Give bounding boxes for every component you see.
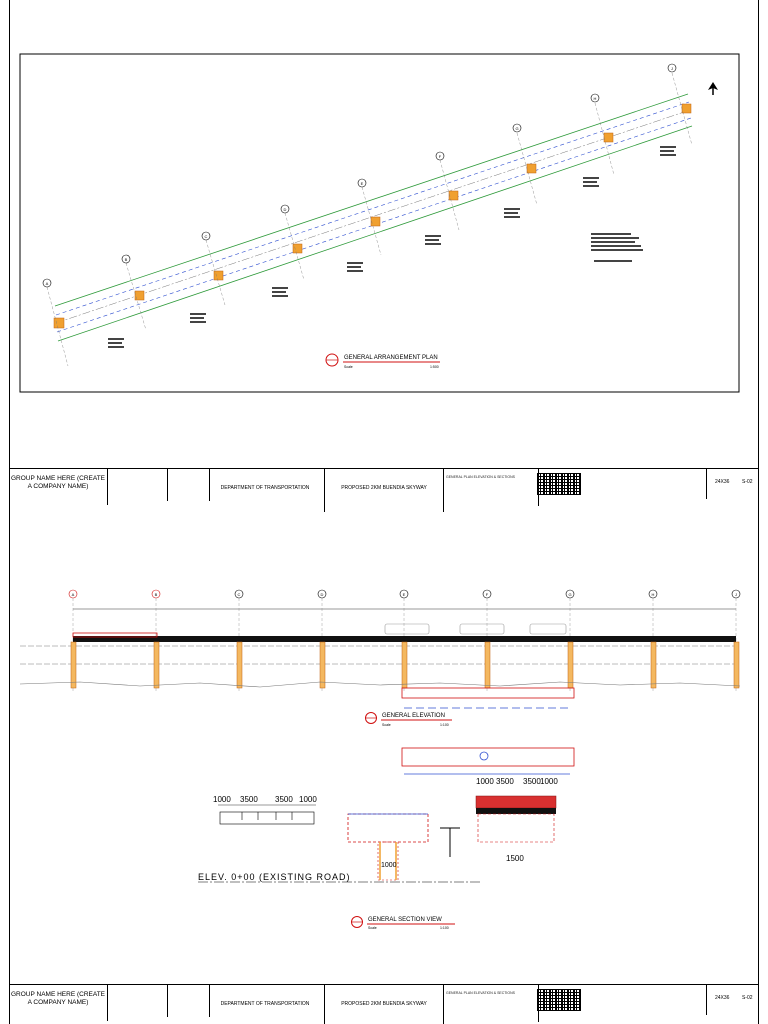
grid-label: D (320, 592, 324, 597)
scale-value: 1:500 (430, 365, 439, 369)
group-name: GROUP NAME HERE (CREATE A COMPANY NAME) (9, 469, 108, 505)
grid-label: B (154, 592, 158, 597)
revision-table (586, 469, 707, 499)
grid-label: A (45, 281, 49, 286)
dim-label: 1000 (299, 795, 317, 804)
dim-label: 3500 (240, 795, 258, 804)
qr-code-icon (537, 473, 581, 495)
scale-value: 1:100 (440, 926, 449, 930)
dim-col: 1000 (381, 862, 397, 869)
grid-label: J (671, 66, 673, 71)
grid-label: A (71, 592, 75, 597)
approval-block (108, 985, 168, 1017)
dim-label: 1000 (476, 777, 494, 786)
project-name: PROPOSED 2KM BUENDIA SKYWAY (325, 985, 444, 1024)
drawing-title: GENERAL ARRANGEMENT PLAN (344, 355, 438, 361)
approval-block (108, 469, 168, 501)
dim-label: 3500 (523, 777, 541, 786)
group-name: GROUP NAME HERE (CREATE A COMPANY NAME) (9, 985, 108, 1021)
grid-label: C (204, 234, 208, 239)
grid-label: D (283, 207, 287, 212)
dim-label: 3500 (496, 777, 514, 786)
scale-label: Scale (344, 365, 353, 369)
road-label: ELEV. 0+00 (EXISTING ROAD) (198, 872, 351, 882)
department-name: DEPARTMENT OF TRANSPORTATION (206, 469, 325, 512)
elevation-title: GENERAL ELEVATION (382, 713, 445, 719)
grid-label: G (568, 592, 572, 597)
north-arrow-icon (708, 82, 718, 95)
project-name: PROPOSED 2KM BUENDIA SKYWAY (325, 469, 444, 512)
sheet-elevation (0, 512, 768, 1024)
dim-label: 1000 (540, 777, 558, 786)
grid-label: E (402, 592, 406, 597)
grid-label: B (124, 257, 128, 262)
sheet-description: GENERAL PLAN ELEVATION & SECTIONS (444, 985, 539, 1022)
dim-label: 1000 (213, 795, 231, 804)
grid-label: J (735, 592, 737, 597)
department-name: DEPARTMENT OF TRANSPORTATION (206, 985, 325, 1024)
sheet-number: S-02 (742, 995, 753, 1001)
checked-block (165, 985, 210, 1017)
title-block (9, 468, 759, 499)
sheet-size: 24X36 (715, 479, 730, 485)
elevation-drawing (0, 512, 768, 1024)
scale-label: Scale (368, 926, 377, 930)
grid-label: H (651, 592, 655, 597)
scale-value: 1:100 (440, 723, 449, 727)
grid-label: G (515, 126, 519, 131)
checked-block (165, 469, 210, 501)
grid-label: C (237, 592, 241, 597)
grid-label: H (593, 96, 597, 101)
grid-label: F (485, 592, 489, 597)
qr-code-icon (537, 989, 581, 1011)
sheet-size: 24X36 (715, 995, 730, 1001)
title-block (9, 984, 759, 1015)
dim-pier: 1500 (506, 854, 524, 863)
sheet-description: GENERAL PLAN ELEVATION & SECTIONS (444, 469, 539, 506)
section-title: GENERAL SECTION VIEW (368, 917, 442, 923)
revision-table (586, 985, 707, 1015)
scale-label: Scale (382, 723, 391, 727)
grid-label: E (360, 181, 364, 186)
sheet-number: S-02 (742, 479, 753, 485)
dim-label: 3500 (275, 795, 293, 804)
grid-label: F (438, 154, 442, 159)
